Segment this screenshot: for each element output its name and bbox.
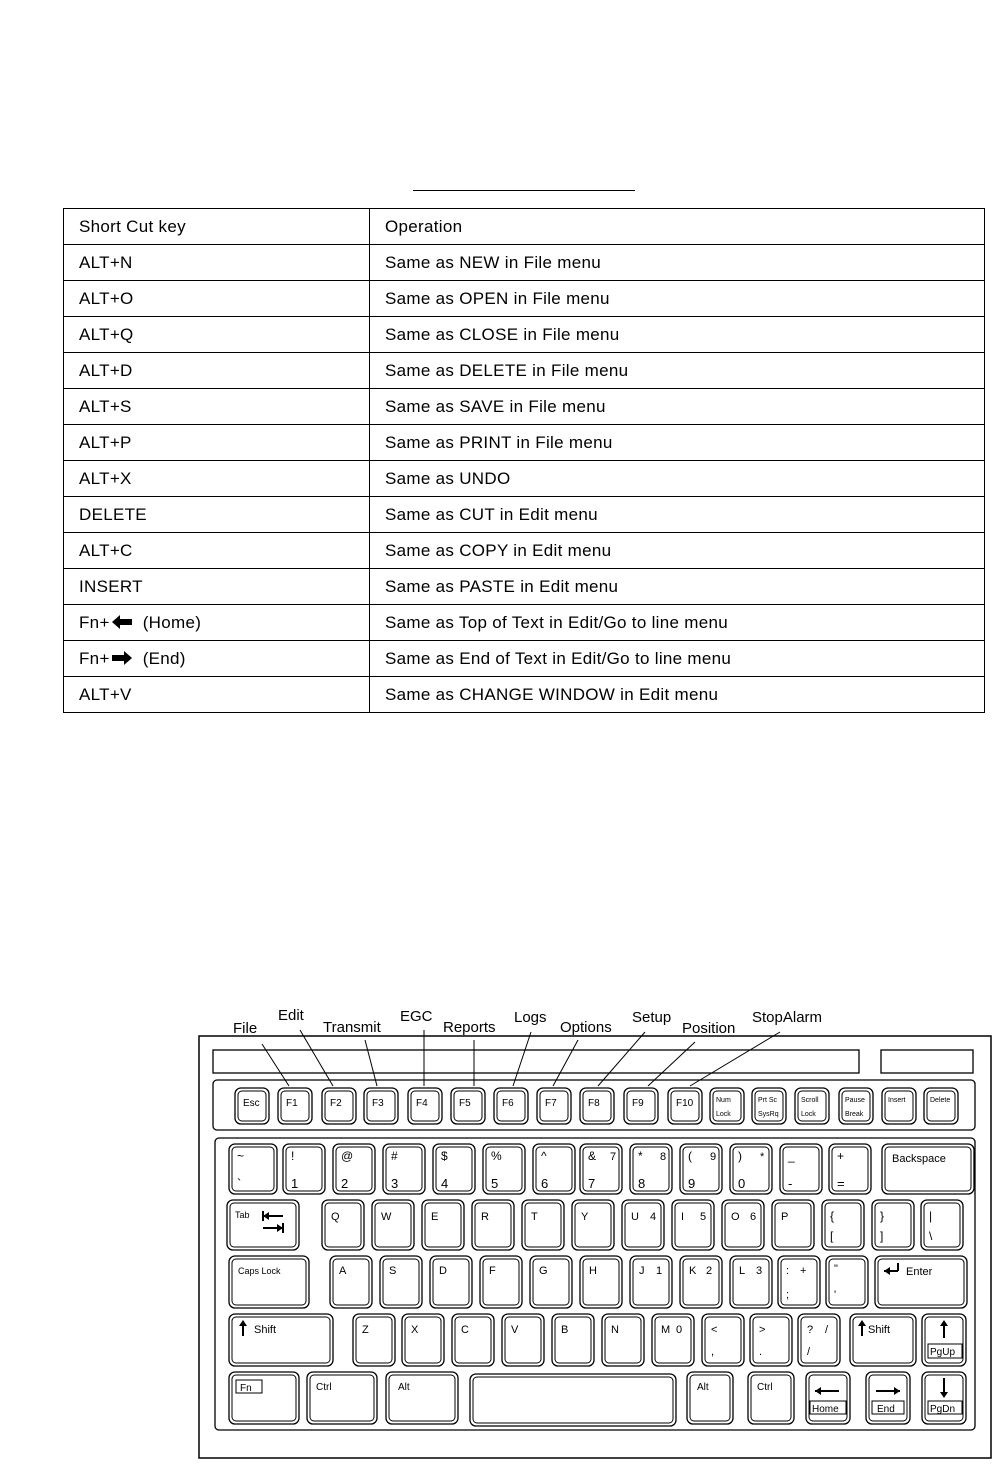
- key-label: -: [788, 1176, 793, 1191]
- key-suffix: (End): [137, 648, 186, 668]
- key-label: Prt Sc: [758, 1097, 778, 1104]
- key-label: Shift: [254, 1324, 277, 1336]
- key-label: F7: [545, 1098, 557, 1109]
- key-numpad-label: *: [760, 1151, 765, 1163]
- key-number-4[interactable]: [433, 1144, 475, 1194]
- key-numpad-label: /: [825, 1324, 829, 1336]
- key-label: Ctrl: [757, 1382, 773, 1393]
- shortcut-key-cell: INSERT: [64, 569, 370, 605]
- callout-label: Options: [560, 1019, 612, 1036]
- key-label: D: [439, 1265, 447, 1277]
- key-q[interactable]: [322, 1200, 364, 1250]
- key-f10[interactable]: [668, 1088, 702, 1124]
- key-label: G: [539, 1265, 548, 1277]
- key-label: 2: [341, 1176, 349, 1191]
- operation-cell: Same as SAVE in File menu: [370, 389, 985, 425]
- key-shift-label: !: [291, 1149, 295, 1163]
- key-label: Y: [581, 1211, 589, 1223]
- operation-cell: Same as End of Text in Edit/Go to line menu: [370, 641, 985, 677]
- callout-label: Logs: [514, 1009, 547, 1026]
- key-quote[interactable]: [826, 1256, 868, 1308]
- key-label: 5: [491, 1176, 499, 1191]
- key-number-10[interactable]: [730, 1144, 772, 1194]
- key-label: C: [461, 1324, 469, 1336]
- callout-label: StopAlarm: [752, 1009, 823, 1026]
- key-label: P: [781, 1211, 789, 1223]
- key-label: Ctrl: [316, 1382, 332, 1393]
- key-label: Caps Lock: [238, 1266, 281, 1276]
- key-b[interactable]: [552, 1314, 594, 1366]
- key-shift-label: $: [441, 1149, 448, 1163]
- header-shortcut-key: Short Cut key: [64, 209, 370, 245]
- key-right-shift[interactable]: [850, 1314, 916, 1366]
- key-label: B: [561, 1324, 569, 1336]
- operation-cell: Same as UNDO: [370, 461, 985, 497]
- key-label: /: [807, 1346, 811, 1358]
- key-label: ;: [786, 1289, 790, 1301]
- key-label: Esc: [243, 1098, 260, 1109]
- key-bracket-2[interactable]: [921, 1200, 963, 1250]
- key-space[interactable]: [470, 1374, 676, 1426]
- key-label: F5: [459, 1098, 471, 1109]
- key-shift-label: @: [341, 1149, 354, 1163]
- key-label: Backspace: [892, 1153, 946, 1165]
- key-label: T: [531, 1211, 538, 1223]
- key-v[interactable]: [502, 1314, 544, 1366]
- key-u[interactable]: [622, 1200, 664, 1250]
- shortcut-key-cell: ALT+D: [64, 353, 370, 389]
- operation-cell: Same as OPEN in File menu: [370, 281, 985, 317]
- key-label: F6: [502, 1098, 514, 1109]
- key-e[interactable]: [422, 1200, 464, 1250]
- key-bracket-0[interactable]: [822, 1200, 864, 1250]
- key-num[interactable]: [710, 1088, 744, 1124]
- key-right-alt[interactable]: [687, 1372, 733, 1424]
- key-h[interactable]: [580, 1256, 622, 1308]
- key-label: F2: [330, 1098, 342, 1109]
- operation-cell: Same as PASTE in Edit menu: [370, 569, 985, 605]
- key-punct-2[interactable]: [798, 1314, 840, 1366]
- key-number-12[interactable]: [829, 1144, 871, 1194]
- key-scroll[interactable]: [795, 1088, 829, 1124]
- key-semicolon[interactable]: [778, 1256, 820, 1308]
- key-z[interactable]: [353, 1314, 395, 1366]
- key-label: L: [739, 1265, 746, 1277]
- key-shift-label: >: [759, 1324, 766, 1336]
- key-label: Delete: [930, 1097, 951, 1104]
- key-label: F1: [286, 1098, 298, 1109]
- key-numpad-label: 3: [756, 1265, 763, 1277]
- shortcut-key-cell: ALT+V: [64, 677, 370, 713]
- key-label: Shift: [868, 1324, 891, 1336]
- key-label: F8: [588, 1098, 600, 1109]
- key-shift-label: #: [391, 1149, 398, 1163]
- key-numpad-label: 2: [706, 1265, 713, 1277]
- key-m[interactable]: [652, 1314, 694, 1366]
- key-f4[interactable]: [408, 1088, 442, 1124]
- key-shift-label: ": [834, 1263, 838, 1275]
- key-label: PgDn: [930, 1404, 956, 1415]
- key-label: SysRq: [758, 1111, 779, 1118]
- key-right-ctrl[interactable]: [748, 1372, 794, 1424]
- key-shift-label: (: [688, 1149, 692, 1163]
- key-label: I: [681, 1211, 685, 1223]
- key-label: J: [639, 1265, 645, 1277]
- key-bracket-1[interactable]: [872, 1200, 914, 1250]
- key-f8[interactable]: [580, 1088, 614, 1124]
- key-esc[interactable]: [235, 1088, 269, 1124]
- key-s[interactable]: [380, 1256, 422, 1308]
- callout-label: Edit: [278, 1007, 304, 1024]
- key-pgdn[interactable]: [922, 1372, 966, 1424]
- callout-label: EGC: [400, 1008, 433, 1025]
- key-shift-label: &: [588, 1149, 597, 1163]
- key-left-ctrl[interactable]: [307, 1372, 377, 1424]
- key-f6[interactable]: [494, 1088, 528, 1124]
- key-prefix: Fn+: [79, 648, 110, 668]
- operation-cell: Same as CHANGE WINDOW in Edit menu: [370, 677, 985, 713]
- key-shift-label: <: [711, 1324, 718, 1336]
- key-label: Num: [716, 1097, 731, 1104]
- key-shift-label: }: [880, 1209, 885, 1223]
- key-label: Tab: [235, 1210, 250, 1220]
- key-number-6[interactable]: [533, 1144, 575, 1194]
- key-shift-label: :: [786, 1265, 790, 1277]
- key-left-shift[interactable]: [229, 1314, 333, 1366]
- key-label: 8: [638, 1176, 646, 1191]
- key-label: Q: [331, 1211, 340, 1223]
- callout-label: Reports: [443, 1019, 496, 1036]
- key-shift-label: _: [788, 1149, 795, 1163]
- key-left-alt[interactable]: [386, 1372, 458, 1424]
- key-label: F3: [372, 1098, 384, 1109]
- key-label: Break: [845, 1111, 864, 1118]
- key-end[interactable]: [866, 1372, 910, 1424]
- key-label: F: [489, 1265, 496, 1277]
- key-numpad-label: 9: [710, 1151, 717, 1163]
- callout-label: Setup: [632, 1009, 672, 1026]
- key-o[interactable]: [722, 1200, 764, 1250]
- operation-cell: Same as PRINT in File menu: [370, 425, 985, 461]
- key-label: H: [589, 1265, 597, 1277]
- key-label: Pause: [845, 1097, 865, 1104]
- key-d[interactable]: [430, 1256, 472, 1308]
- key-tab[interactable]: [227, 1200, 299, 1250]
- key-label: O: [731, 1211, 740, 1223]
- key-enter[interactable]: [875, 1256, 967, 1308]
- key-shift-label: ^: [541, 1149, 547, 1163]
- operation-cell: Same as CLOSE in File menu: [370, 317, 985, 353]
- key-t[interactable]: [522, 1200, 564, 1250]
- key-f3[interactable]: [364, 1088, 398, 1124]
- key-label: Home: [812, 1404, 839, 1415]
- key-punct-1[interactable]: [750, 1314, 792, 1366]
- shortcut-key-cell: DELETE: [64, 497, 370, 533]
- key-label: A: [339, 1265, 347, 1277]
- operation-cell: Same as Top of Text in Edit/Go to line menu: [370, 605, 985, 641]
- key-insert[interactable]: [882, 1088, 916, 1124]
- key-label: Insert: [888, 1097, 906, 1104]
- key-label: Alt: [398, 1382, 410, 1393]
- key-label: ,: [711, 1346, 715, 1358]
- key-shift-label: ?: [807, 1324, 814, 1336]
- key-numpad-label: 7: [610, 1151, 617, 1163]
- key-g[interactable]: [530, 1256, 572, 1308]
- key-label: Lock: [716, 1111, 731, 1118]
- key-number-3[interactable]: [383, 1144, 425, 1194]
- key-caps-lock[interactable]: [229, 1256, 309, 1308]
- key-label: 9: [688, 1176, 696, 1191]
- key-number-7[interactable]: [580, 1144, 622, 1194]
- key-label: End: [877, 1404, 895, 1415]
- key-prtsc[interactable]: [752, 1088, 786, 1124]
- key-label: F9: [632, 1098, 644, 1109]
- key-a[interactable]: [330, 1256, 372, 1308]
- key-numpad-label: 0: [676, 1324, 683, 1336]
- key-shift-label: %: [491, 1149, 502, 1163]
- key-f1[interactable]: [278, 1088, 312, 1124]
- key-label: V: [511, 1324, 519, 1336]
- key-p[interactable]: [772, 1200, 814, 1250]
- callout-label: File: [233, 1020, 258, 1037]
- key-fn[interactable]: [229, 1372, 299, 1424]
- key-number-0[interactable]: [229, 1144, 277, 1194]
- key-number-11[interactable]: [780, 1144, 822, 1194]
- key-label: Alt: [697, 1382, 709, 1393]
- key-j[interactable]: [630, 1256, 672, 1308]
- key-shift-label: ): [738, 1149, 742, 1163]
- key-c[interactable]: [452, 1314, 494, 1366]
- key-backspace[interactable]: [882, 1144, 974, 1194]
- key-label: Scroll: [801, 1097, 819, 1104]
- key-numpad-label: 6: [750, 1211, 757, 1223]
- key-shift-label: {: [830, 1209, 835, 1223]
- callout-label: Transmit: [323, 1019, 381, 1036]
- key-label: =: [837, 1176, 845, 1191]
- key-label: M: [661, 1324, 671, 1336]
- key-pause[interactable]: [839, 1088, 873, 1124]
- shortcut-key-cell: ALT+P: [64, 425, 370, 461]
- key-f2[interactable]: [322, 1088, 356, 1124]
- key-number-8[interactable]: [630, 1144, 672, 1194]
- key-label: `: [237, 1176, 242, 1191]
- shortcut-key-cell: ALT+N: [64, 245, 370, 281]
- key-label: 1: [291, 1176, 299, 1191]
- key-label: 3: [391, 1176, 399, 1191]
- key-label: ]: [880, 1229, 884, 1243]
- key-label: Z: [362, 1324, 369, 1336]
- key-label: 7: [588, 1176, 596, 1191]
- key-label: Enter: [906, 1266, 933, 1278]
- key-f[interactable]: [480, 1256, 522, 1308]
- key-pgup[interactable]: [922, 1314, 966, 1366]
- shortcut-key-cell: ALT+C: [64, 533, 370, 569]
- key-label: \: [929, 1229, 933, 1243]
- key-shift-label: *: [638, 1149, 643, 1163]
- key-numpad-label: 5: [700, 1211, 707, 1223]
- shortcut-key-cell: ALT+X: [64, 461, 370, 497]
- key-prefix: Fn+: [79, 612, 110, 632]
- key-y[interactable]: [572, 1200, 614, 1250]
- key-label: U: [631, 1211, 639, 1223]
- operation-cell: Same as NEW in File menu: [370, 245, 985, 281]
- key-f7[interactable]: [537, 1088, 571, 1124]
- key-label: W: [381, 1211, 392, 1223]
- key-f5[interactable]: [451, 1088, 485, 1124]
- key-w[interactable]: [372, 1200, 414, 1250]
- key-label: Lock: [801, 1111, 816, 1118]
- shortcut-key-cell: ALT+O: [64, 281, 370, 317]
- shortcut-key-cell: ALT+S: [64, 389, 370, 425]
- key-x[interactable]: [402, 1314, 444, 1366]
- key-delete[interactable]: [924, 1088, 958, 1124]
- key-label: F4: [416, 1098, 428, 1109]
- key-punct-0[interactable]: [702, 1314, 744, 1366]
- shortcut-key-cell: ALT+Q: [64, 317, 370, 353]
- key-numpad-label: 4: [650, 1211, 657, 1223]
- key-suffix: (Home): [137, 612, 202, 632]
- header-operation: Operation: [370, 209, 985, 245]
- key-label: K: [689, 1265, 697, 1277]
- key-shift-label: ~: [237, 1149, 245, 1163]
- key-i[interactable]: [672, 1200, 714, 1250]
- operation-cell: Same as CUT in Edit menu: [370, 497, 985, 533]
- key-label: 0: [738, 1176, 746, 1191]
- key-label: F10: [676, 1098, 694, 1109]
- key-numpad-label: 1: [656, 1265, 663, 1277]
- key-label: PgUp: [930, 1347, 956, 1358]
- key-label: N: [611, 1324, 619, 1336]
- key-number-5[interactable]: [483, 1144, 525, 1194]
- key-label: R: [481, 1211, 489, 1223]
- key-n[interactable]: [602, 1314, 644, 1366]
- key-number-2[interactable]: [333, 1144, 375, 1194]
- key-number-9[interactable]: [680, 1144, 722, 1194]
- operation-cell: Same as DELETE in File menu: [370, 353, 985, 389]
- key-numpad-label: 8: [660, 1151, 667, 1163]
- callout-label: Position: [682, 1020, 736, 1037]
- key-label: 4: [441, 1176, 449, 1191]
- key-l[interactable]: [730, 1256, 772, 1308]
- key-label: .: [759, 1346, 763, 1358]
- key-label: X: [411, 1324, 419, 1336]
- key-label: ': [834, 1289, 837, 1301]
- key-r[interactable]: [472, 1200, 514, 1250]
- key-label: E: [431, 1211, 439, 1223]
- key-shift-label: |: [929, 1209, 933, 1223]
- key-shift-label: +: [837, 1149, 845, 1163]
- key-label: Fn: [240, 1383, 252, 1394]
- key-label: [: [830, 1229, 834, 1243]
- key-number-1[interactable]: [283, 1144, 325, 1194]
- key-label: S: [389, 1265, 397, 1277]
- key-numpad-label: +: [800, 1265, 807, 1277]
- key-f9[interactable]: [624, 1088, 658, 1124]
- key-label: 6: [541, 1176, 549, 1191]
- operation-cell: Same as COPY in Edit menu: [370, 533, 985, 569]
- key-k[interactable]: [680, 1256, 722, 1308]
- key-home[interactable]: [806, 1372, 850, 1424]
